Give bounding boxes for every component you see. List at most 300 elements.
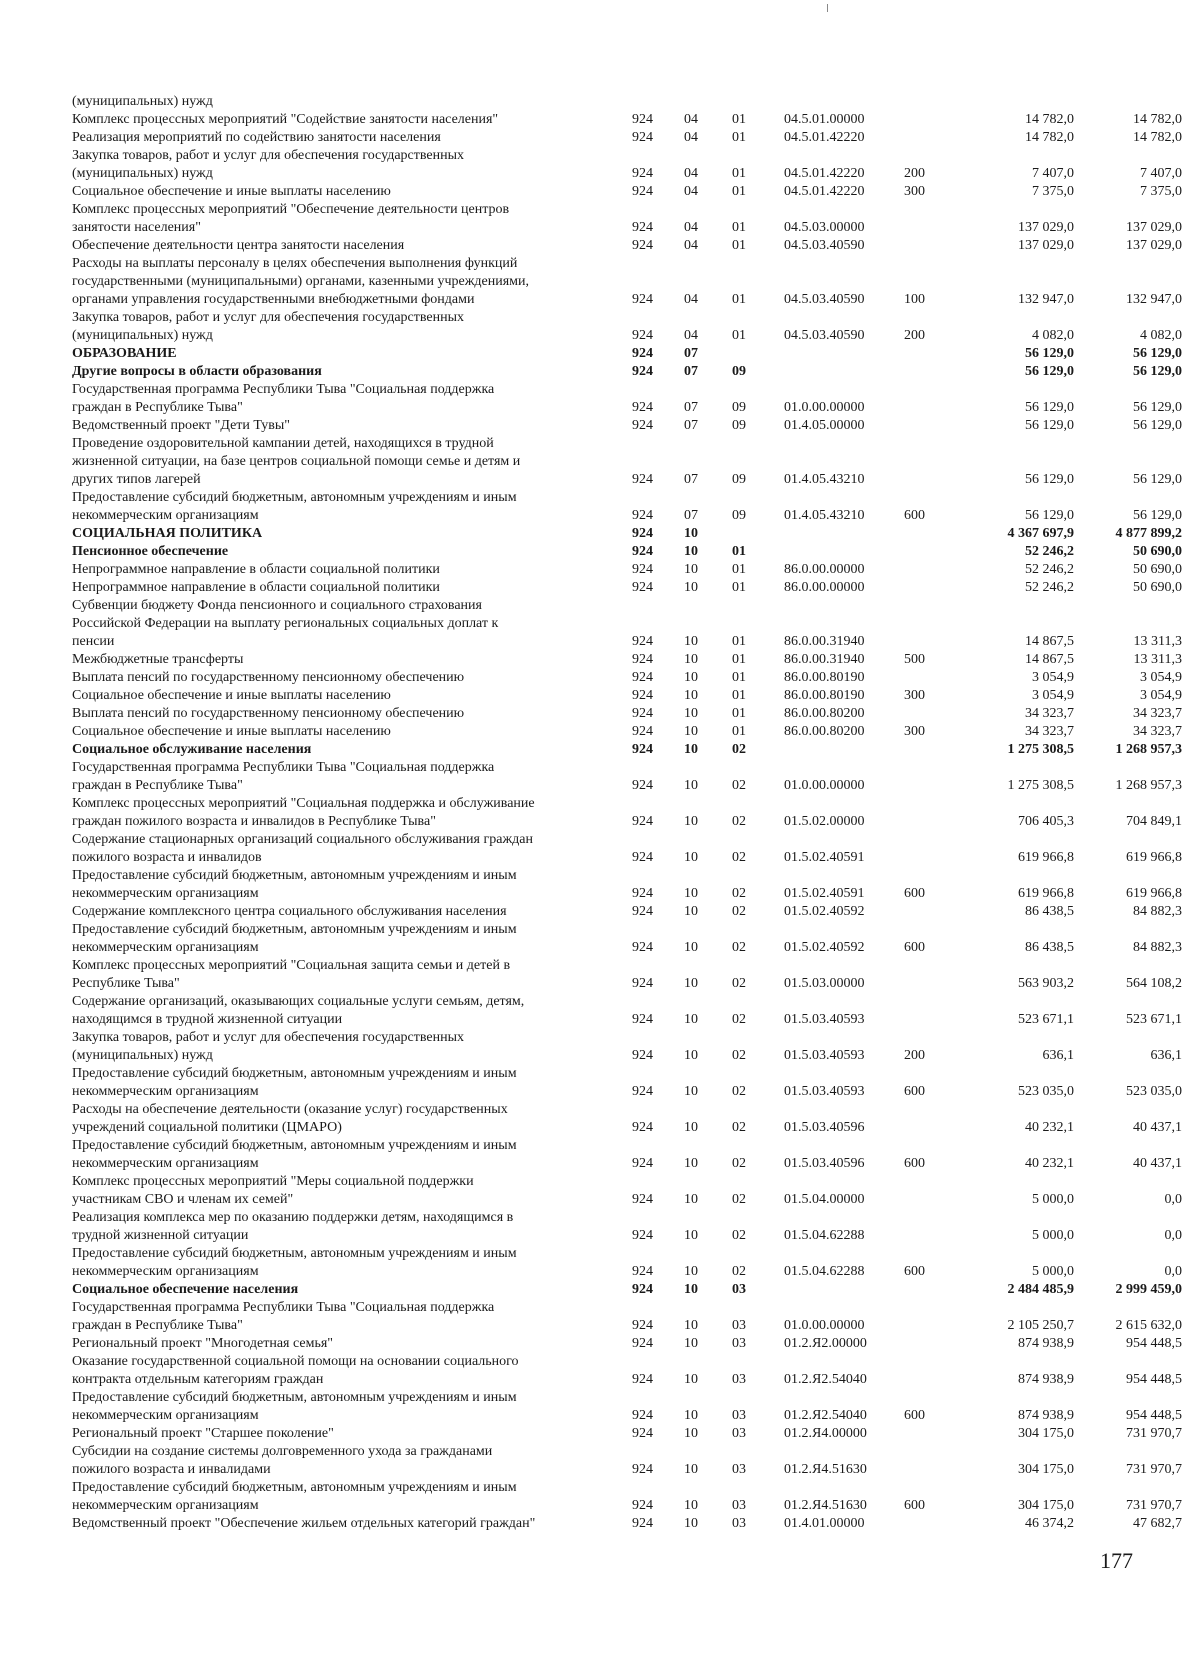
row-section: 10: [684, 580, 698, 595]
row-amount-1: 40 232,1: [1025, 1120, 1074, 1135]
row-amount-1: 52 246,2: [1025, 544, 1074, 559]
row-name: Государственная программа Республики Тыва "Социальная поддержка граждан в Республике Тыва": [72, 760, 495, 793]
row-name: Непрограммное направление в области социальной политики: [72, 580, 440, 595]
table-row: [72, 795, 1182, 831]
table-row: [72, 1029, 1182, 1065]
page-number: 177: [1100, 1548, 1133, 1573]
row-amount-2: 1 268 957,3: [1115, 778, 1182, 793]
row-name: Предоставление субсидий бюджетным, автономным учреждениям и иным некоммерческим организациям: [72, 1390, 517, 1423]
row-target-article: 01.2.Я4.51630: [784, 1462, 867, 1477]
row-name: Социальное обеспечение населения: [72, 1282, 299, 1297]
table-row: [72, 1479, 1182, 1515]
row-admin-code: 924: [632, 1264, 653, 1279]
row-admin-code: 924: [632, 400, 653, 415]
row-amount-1: 5 000,0: [1032, 1192, 1074, 1207]
row-expense-type: 600: [904, 940, 925, 955]
row-target-article: 01.0.00.00000: [784, 778, 865, 793]
row-subsection: 02: [732, 1084, 746, 1099]
row-amount-1: 40 232,1: [1025, 1156, 1074, 1171]
row-amount-2: 636,1: [1150, 1048, 1182, 1063]
row-target-article: 01.2.Я2.00000: [784, 1336, 867, 1351]
row-amount-2: 4 082,0: [1140, 328, 1182, 343]
table-row: [72, 381, 1182, 417]
row-amount-2: 13 311,3: [1133, 634, 1182, 649]
row-admin-code: 924: [632, 1516, 653, 1531]
table-row: [72, 903, 1182, 921]
row-expense-type: 600: [904, 1264, 925, 1279]
table-row: [72, 1101, 1182, 1137]
row-name: Закупка товаров, работ и услуг для обеспечения государственных (муниципальных) нужд: [72, 148, 465, 181]
row-target-article: 01.5.02.00000: [784, 814, 865, 829]
row-section: 10: [684, 1426, 698, 1441]
row-name: Социальное обеспечение и иные выплаты населению: [72, 724, 391, 739]
row-name: Непрограммное направление в области социальной политики: [72, 562, 440, 577]
row-name: Социальное обеспечение и иные выплаты населению: [72, 184, 391, 199]
row-section: 10: [684, 1336, 698, 1351]
table-row: [72, 111, 1182, 129]
row-section: 10: [684, 1282, 698, 1297]
row-subsection: 01: [732, 184, 746, 199]
row-amount-2: 954 448,5: [1126, 1372, 1182, 1387]
row-section: 07: [684, 400, 698, 415]
row-admin-code: 924: [632, 940, 653, 955]
row-amount-1: 4 367 697,9: [1007, 526, 1074, 541]
row-subsection: 02: [732, 1120, 746, 1135]
row-admin-code: 924: [632, 1084, 653, 1099]
row-subsection: 03: [732, 1372, 746, 1387]
row-subsection: 01: [732, 292, 746, 307]
row-section: 10: [684, 526, 698, 541]
row-section: 04: [684, 238, 698, 253]
row-section: 07: [684, 346, 698, 361]
row-amount-2: 564 108,2: [1126, 976, 1182, 991]
table-row: [72, 201, 1182, 237]
row-subsection: 03: [732, 1516, 746, 1531]
row-target-article: 01.2.Я4.00000: [784, 1426, 867, 1441]
row-section: 10: [684, 940, 698, 955]
row-amount-1: 46 374,2: [1025, 1516, 1074, 1531]
row-section: 04: [684, 166, 698, 181]
row-amount-1: 56 129,0: [1025, 346, 1074, 361]
row-amount-1: 86 438,5: [1025, 940, 1074, 955]
row-subsection: 02: [732, 1156, 746, 1171]
row-amount-1: 1 275 308,5: [1007, 742, 1074, 757]
row-admin-code: 924: [632, 1156, 653, 1171]
row-name: Содержание стационарных организаций социального обслуживания граждан пожилого возраста и инвалидов: [72, 832, 533, 865]
row-expense-type: 100: [904, 292, 925, 307]
row-section: 04: [684, 130, 698, 145]
row-amount-1: 1 275 308,5: [1007, 778, 1074, 793]
row-target-article: 01.5.02.40591: [784, 886, 865, 901]
row-expense-type: 600: [904, 1084, 925, 1099]
row-amount-1: 3 054,9: [1032, 670, 1074, 685]
row-section: 10: [684, 1156, 698, 1171]
row-subsection: 01: [732, 706, 746, 721]
row-target-article: 04.5.03.40590: [784, 328, 865, 343]
row-subsection: 01: [732, 670, 746, 685]
table-row: [72, 1335, 1182, 1353]
row-admin-code: 924: [632, 328, 653, 343]
row-amount-1: 563 903,2: [1018, 976, 1074, 991]
row-name: Предоставление субсидий бюджетным, автономным учреждениям и иным некоммерческим организациям: [72, 922, 517, 955]
row-section: 04: [684, 184, 698, 199]
row-section: 10: [684, 724, 698, 739]
row-target-article: 04.5.01.00000: [784, 112, 865, 127]
row-amount-2: 40 437,1: [1133, 1156, 1182, 1171]
table-row: [72, 669, 1182, 687]
row-admin-code: 924: [632, 778, 653, 793]
table-row: [72, 705, 1182, 723]
row-amount-2: 0,0: [1164, 1228, 1182, 1243]
row-subsection: 09: [732, 508, 746, 523]
row-subsection: 01: [732, 634, 746, 649]
row-subsection: 02: [732, 1012, 746, 1027]
row-subsection: 03: [732, 1336, 746, 1351]
row-amount-2: 523 671,1: [1126, 1012, 1182, 1027]
row-subsection: 01: [732, 112, 746, 127]
table-row: [72, 309, 1182, 345]
row-target-article: 01.4.05.00000: [784, 418, 865, 433]
row-admin-code: 924: [632, 508, 653, 523]
row-section: 10: [684, 742, 698, 757]
row-admin-code: 924: [632, 670, 653, 685]
table-row: [72, 1245, 1182, 1281]
row-amount-2: 50 690,0: [1133, 562, 1182, 577]
row-name: Субсидии на создание системы долговременного ухода за гражданами пожилого возраста и инвалидами: [72, 1444, 493, 1477]
row-target-article: 01.5.04.00000: [784, 1192, 865, 1207]
row-admin-code: 924: [632, 1498, 653, 1513]
table-row: [72, 543, 1182, 561]
table-row: [72, 183, 1182, 201]
row-name: Комплекс процессных мероприятий "Социальная поддержка и обслуживание граждан пожилого возраста и инвалидов в Республике Тыва": [72, 796, 535, 829]
row-admin-code: 924: [632, 976, 653, 991]
row-admin-code: 924: [632, 292, 653, 307]
row-name: Комплекс процессных мероприятий "Обеспечение деятельности центров занятости населения": [72, 202, 510, 235]
table-row: [72, 1425, 1182, 1443]
row-amount-2: 56 129,0: [1133, 508, 1182, 523]
row-admin-code: 924: [632, 1192, 653, 1207]
row-name: Реализация мероприятий по содействию занятости населения: [72, 130, 441, 145]
row-section: 10: [684, 1408, 698, 1423]
table-row: [72, 1209, 1182, 1245]
row-name: Расходы на выплаты персоналу в целях обеспечения выполнения функций государственными (муниципальными) органами, казенными учреждениями, органами управления государственными внебюджетными фондами: [72, 256, 529, 307]
table-row: [72, 921, 1182, 957]
row-admin-code: 924: [632, 1318, 653, 1333]
row-amount-1: 56 129,0: [1025, 418, 1074, 433]
row-name: Оказание государственной социальной помощи на основании социального контракта отдельным категориям граждан: [72, 1354, 519, 1387]
row-admin-code: 924: [632, 1336, 653, 1351]
row-amount-1: 304 175,0: [1018, 1426, 1074, 1441]
row-target-article: 86.0.00.80200: [784, 706, 865, 721]
row-section: 10: [684, 634, 698, 649]
row-section: 10: [684, 1048, 698, 1063]
row-subsection: 01: [732, 562, 746, 577]
row-section: 10: [684, 1498, 698, 1513]
table-row: [72, 651, 1182, 669]
row-section: 04: [684, 292, 698, 307]
row-admin-code: 924: [632, 724, 653, 739]
row-target-article: 01.5.04.62288: [784, 1264, 865, 1279]
table-row: [72, 867, 1182, 903]
row-amount-2: 4 877 899,2: [1115, 526, 1182, 541]
row-subsection: 02: [732, 1228, 746, 1243]
row-target-article: 86.0.00.31940: [784, 652, 865, 667]
row-section: 10: [684, 1264, 698, 1279]
row-target-article: 01.5.02.40592: [784, 940, 865, 955]
row-expense-type: 500: [904, 652, 925, 667]
row-amount-2: 137 029,0: [1126, 238, 1182, 253]
row-target-article: 01.4.05.43210: [784, 508, 865, 523]
table-row: [72, 129, 1182, 147]
row-amount-1: 14 867,5: [1025, 652, 1074, 667]
row-admin-code: 924: [632, 526, 653, 541]
row-target-article: 01.5.04.62288: [784, 1228, 865, 1243]
row-amount-2: 47 682,7: [1133, 1516, 1182, 1531]
row-target-article: 01.2.Я2.54040: [784, 1372, 867, 1387]
row-admin-code: 924: [632, 166, 653, 181]
row-amount-2: 0,0: [1164, 1264, 1182, 1279]
row-name: Проведение оздоровительной кампании детей, находящихся в трудной жизненной ситуации, на базе центров социальной помощи семье и детям и других типов лагерей: [72, 436, 521, 487]
table-row: [72, 993, 1182, 1029]
row-name: Предоставление субсидий бюджетным, автономным учреждениям и иным некоммерческим организациям: [72, 1480, 517, 1513]
row-amount-2: 731 970,7: [1126, 1498, 1182, 1513]
row-target-article: 86.0.00.80190: [784, 670, 865, 685]
row-amount-1: 56 129,0: [1025, 508, 1074, 523]
row-name: Субвенции бюджету Фонда пенсионного и социального страхования Российской Федерации на выплату региональных социальных доплат к пенсии: [72, 598, 499, 649]
row-name: ОБРАЗОВАНИЕ: [72, 346, 177, 361]
table-row: [72, 687, 1182, 705]
table-row: [72, 1281, 1182, 1299]
row-section: 10: [684, 1228, 698, 1243]
row-amount-2: 56 129,0: [1133, 418, 1182, 433]
row-target-article: 01.5.03.40596: [784, 1156, 865, 1171]
row-amount-1: 34 323,7: [1025, 724, 1074, 739]
row-admin-code: 924: [632, 112, 653, 127]
row-section: 07: [684, 364, 698, 379]
row-amount-1: 619 966,8: [1018, 850, 1074, 865]
row-expense-type: 200: [904, 1048, 925, 1063]
row-name: Выплата пенсий по государственному пенсионному обеспечению: [72, 706, 465, 721]
row-expense-type: 600: [904, 886, 925, 901]
row-name: Предоставление субсидий бюджетным, автономным учреждениям и иным некоммерческим организациям: [72, 1138, 517, 1171]
row-amount-2: 34 323,7: [1133, 706, 1182, 721]
row-target-article: 01.0.00.00000: [784, 1318, 865, 1333]
row-section: 10: [684, 1084, 698, 1099]
row-name: Социальное обслуживание населения: [72, 742, 312, 757]
row-amount-2: 50 690,0: [1133, 580, 1182, 595]
row-name: Ведомственный проект "Обеспечение жильем отдельных категорий граждан": [72, 1516, 536, 1531]
row-section: 10: [684, 1012, 698, 1027]
table-row: [72, 435, 1182, 489]
row-admin-code: 924: [632, 184, 653, 199]
row-amount-1: 5 000,0: [1032, 1264, 1074, 1279]
row-subsection: 09: [732, 472, 746, 487]
row-name: (муниципальных) нужд: [72, 94, 213, 109]
table-row: [72, 147, 1182, 183]
row-name: Региональный проект "Многодетная семья": [72, 1336, 333, 1351]
row-target-article: 04.5.01.42220: [784, 166, 865, 181]
row-name: Предоставление субсидий бюджетным, автономным учреждениям и иным некоммерческим организациям: [72, 490, 517, 523]
table-row: [72, 1353, 1182, 1389]
row-amount-1: 7 407,0: [1032, 166, 1074, 181]
row-target-article: 86.0.00.00000: [784, 562, 865, 577]
row-amount-1: 304 175,0: [1018, 1498, 1074, 1513]
row-name: Комплекс процессных мероприятий "Меры социальной поддержки участникам СВО и членам их семей": [72, 1174, 474, 1207]
row-section: 10: [684, 1516, 698, 1531]
row-amount-2: 954 448,5: [1126, 1336, 1182, 1351]
row-name: Пенсионное обеспечение: [72, 544, 229, 559]
row-subsection: 01: [732, 220, 746, 235]
row-amount-1: 636,1: [1042, 1048, 1074, 1063]
row-admin-code: 924: [632, 580, 653, 595]
row-subsection: 01: [732, 130, 746, 145]
row-target-article: 01.4.05.43210: [784, 472, 865, 487]
row-name: Предоставление субсидий бюджетным, автономным учреждениям и иным некоммерческим организациям: [72, 1246, 517, 1279]
row-subsection: 01: [732, 544, 746, 559]
row-section: 10: [684, 688, 698, 703]
row-amount-2: 7 407,0: [1140, 166, 1182, 181]
table-row: [72, 489, 1182, 525]
row-amount-1: 304 175,0: [1018, 1462, 1074, 1477]
row-admin-code: 924: [632, 1426, 653, 1441]
row-amount-2: 731 970,7: [1126, 1426, 1182, 1441]
row-target-article: 86.0.00.80200: [784, 724, 865, 739]
row-amount-2: 84 882,3: [1133, 904, 1182, 919]
row-expense-type: 300: [904, 688, 925, 703]
row-amount-1: 56 129,0: [1025, 364, 1074, 379]
row-subsection: 03: [732, 1498, 746, 1513]
row-subsection: 01: [732, 724, 746, 739]
table-row: [72, 1389, 1182, 1425]
row-amount-1: 2 105 250,7: [1007, 1318, 1074, 1333]
table-row: [72, 1299, 1182, 1335]
row-name: СОЦИАЛЬНАЯ ПОЛИТИКА: [72, 526, 263, 541]
row-subsection: 02: [732, 850, 746, 865]
row-amount-2: 3 054,9: [1140, 688, 1182, 703]
table-row: [72, 759, 1182, 795]
row-section: 10: [684, 814, 698, 829]
row-subsection: 02: [732, 904, 746, 919]
row-name: Межбюджетные трансферты: [72, 652, 244, 667]
row-subsection: 02: [732, 1048, 746, 1063]
row-admin-code: 924: [632, 742, 653, 757]
row-subsection: 02: [732, 886, 746, 901]
table-row: [72, 93, 1182, 111]
row-expense-type: 600: [904, 1498, 925, 1513]
row-admin-code: 924: [632, 1120, 653, 1135]
row-subsection: 02: [732, 1264, 746, 1279]
row-subsection: 01: [732, 688, 746, 703]
row-subsection: 09: [732, 400, 746, 415]
row-section: 10: [684, 886, 698, 901]
row-amount-1: 523 671,1: [1018, 1012, 1074, 1027]
table-row: [72, 957, 1182, 993]
row-subsection: 02: [732, 1192, 746, 1207]
row-target-article: 01.0.00.00000: [784, 400, 865, 415]
row-target-article: 86.0.00.31940: [784, 634, 865, 649]
row-amount-2: 523 035,0: [1126, 1084, 1182, 1099]
row-amount-1: 137 029,0: [1018, 220, 1074, 235]
row-name: Комплекс процессных мероприятий "Содействие занятости населения": [72, 112, 499, 127]
table-row: [72, 1515, 1182, 1533]
row-amount-1: 706 405,3: [1018, 814, 1074, 829]
budget-table: [72, 93, 1182, 1533]
row-admin-code: 924: [632, 814, 653, 829]
row-amount-1: 14 867,5: [1025, 634, 1074, 649]
row-subsection: 02: [732, 742, 746, 757]
row-subsection: 03: [732, 1426, 746, 1441]
row-target-article: 01.5.02.40592: [784, 904, 865, 919]
row-name: Содержание организаций, оказывающих социальные услуги семьям, детям, находящимся в трудной жизненной ситуации: [72, 994, 525, 1027]
row-amount-2: 56 129,0: [1133, 400, 1182, 415]
row-section: 10: [684, 670, 698, 685]
row-amount-1: 5 000,0: [1032, 1228, 1074, 1243]
row-amount-1: 4 082,0: [1032, 328, 1074, 343]
row-name: Выплата пенсий по государственному пенсионному обеспечению: [72, 670, 465, 685]
row-amount-1: 56 129,0: [1025, 400, 1074, 415]
row-amount-2: 34 323,7: [1133, 724, 1182, 739]
row-target-article: 86.0.00.80190: [784, 688, 865, 703]
table-row: [72, 1065, 1182, 1101]
row-target-article: 01.5.03.40593: [784, 1084, 865, 1099]
row-amount-2: 137 029,0: [1126, 220, 1182, 235]
row-name: Закупка товаров, работ и услуг для обеспечения государственных (муниципальных) нужд: [72, 1030, 465, 1063]
row-target-article: 01.2.Я4.51630: [784, 1498, 867, 1513]
row-target-article: 01.2.Я2.54040: [784, 1408, 867, 1423]
row-subsection: 03: [732, 1408, 746, 1423]
row-target-article: 04.5.03.00000: [784, 220, 865, 235]
row-section: 10: [684, 904, 698, 919]
row-amount-1: 619 966,8: [1018, 886, 1074, 901]
row-admin-code: 924: [632, 418, 653, 433]
row-admin-code: 924: [632, 364, 653, 379]
table-row: [72, 255, 1182, 309]
table-row: [72, 237, 1182, 255]
row-section: 10: [684, 850, 698, 865]
row-amount-2: 14 782,0: [1133, 112, 1182, 127]
row-expense-type: 600: [904, 508, 925, 523]
row-admin-code: 924: [632, 706, 653, 721]
row-subsection: 03: [732, 1462, 746, 1477]
row-amount-2: 3 054,9: [1140, 670, 1182, 685]
row-section: 10: [684, 1462, 698, 1477]
row-section: 10: [684, 1192, 698, 1207]
row-amount-2: 2 615 632,0: [1115, 1318, 1182, 1333]
row-admin-code: 924: [632, 562, 653, 577]
table-row: [72, 597, 1182, 651]
row-subsection: 02: [732, 976, 746, 991]
row-amount-1: 2 484 485,9: [1007, 1282, 1074, 1297]
row-subsection: 03: [732, 1282, 746, 1297]
table-row: [72, 831, 1182, 867]
row-name: Региональный проект "Старшее поколение": [72, 1426, 334, 1441]
row-name: Социальное обеспечение и иные выплаты населению: [72, 688, 391, 703]
row-target-article: 04.5.03.40590: [784, 292, 865, 307]
row-subsection: 09: [732, 418, 746, 433]
row-amount-2: 40 437,1: [1133, 1120, 1182, 1135]
row-section: 07: [684, 508, 698, 523]
row-amount-1: 3 054,9: [1032, 688, 1074, 703]
row-name: Государственная программа Республики Тыва "Социальная поддержка граждан в Республике Тыва": [72, 382, 495, 415]
row-target-article: 01.5.03.40593: [784, 1012, 865, 1027]
row-subsection: 01: [732, 652, 746, 667]
row-amount-1: 7 375,0: [1032, 184, 1074, 199]
row-amount-2: 50 690,0: [1133, 544, 1182, 559]
row-section: 10: [684, 652, 698, 667]
table-row: [72, 1443, 1182, 1479]
table-row: [72, 363, 1182, 381]
row-subsection: 02: [732, 940, 746, 955]
